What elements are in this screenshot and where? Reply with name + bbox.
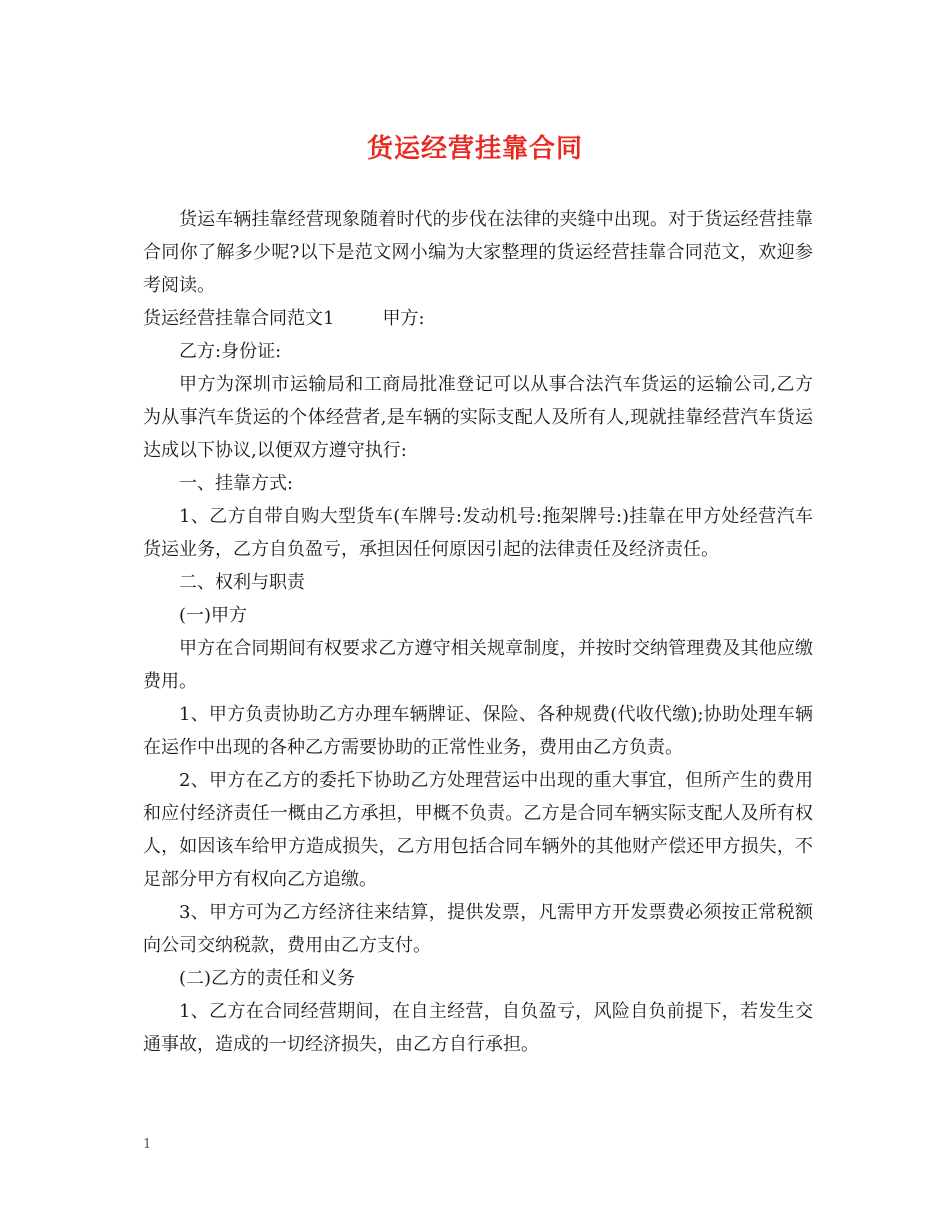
sub-a-intro: 甲方在合同期间有权要求乙方遵守相关规章制度，并按时交纳管理费及其他应缴费用。 [143,638,813,692]
party-b-label: 乙方:身份证: [179,341,282,362]
sub-b-item-1: 1、乙方在合同经营期间，在自主经营，自负盈亏，风险自负前提下，若发生交通事故，造成的一切经济损失，由乙方自行承担。 [143,1001,813,1055]
section-2-heading: 二、权利与职责 [179,572,305,593]
section-1-item-1: 1、乙方自带自购大型货车(车牌号:发动机号:拖架牌号:)挂靠在甲方处经营汽车货运业务，乙方自负盈亏，承担因任何原因引起的法律责任及经济责任。 [143,506,813,560]
sample-heading-line [143,302,813,335]
intro-paragraph: 货运车辆挂靠经营现象随着时代的步伐在法律的夹缝中出现。对于货运经营挂靠合同你了解多少呢?以下是范文网小编为大家整理的货运经营挂靠合同范文，欢迎参考阅读。 [143,209,813,296]
document-body [143,203,813,1061]
sub-a-item-3: 3、甲方可为乙方经济往来结算，提供发票，凡需甲方开发票费必须按正常税额向公司交纳税款，费用由乙方支付。 [143,902,813,956]
sub-b-heading: (二)乙方的责任和义务 [179,968,356,989]
sample-heading: 货运经营挂靠合同范文1 [143,308,335,329]
section-1-heading: 一、挂靠方式: [179,473,294,494]
page-number: 1 [143,1137,152,1152]
sub-a-heading: (一)甲方 [179,605,248,626]
preamble-paragraph: 甲方为深圳市运输局和工商局批准登记可以从事合法汽车货运的运输公司,乙方为从事汽车货运的个体经营者,是车辆的实际支配人及所有人,现就挂靠经营汽车货运达成以下协议,以便双方遵守执行: [143,374,813,461]
sub-a-item-1: 1、甲方负责协助乙方办理车辆牌证、保险、各种规费(代收代缴);协助处理车辆在运作中出现的各种乙方需要协助的正常性业务，费用由乙方负责。 [143,704,813,758]
document-title: 货运经营挂靠合同 [366,134,583,164]
sub-a-item-2: 2、甲方在乙方的委托下协助乙方处理营运中出现的重大事宜，但所产生的费用和应付经济责任一概由乙方承担，甲概不负责。乙方是合同车辆实际支配人及所有权人，如因该车给甲方造成损失，乙方用包括合同车辆外的其他财产偿还甲方损失，不足部分甲方有权向乙方追缴。 [143,770,813,890]
party-a-label: 甲方: [382,308,425,329]
